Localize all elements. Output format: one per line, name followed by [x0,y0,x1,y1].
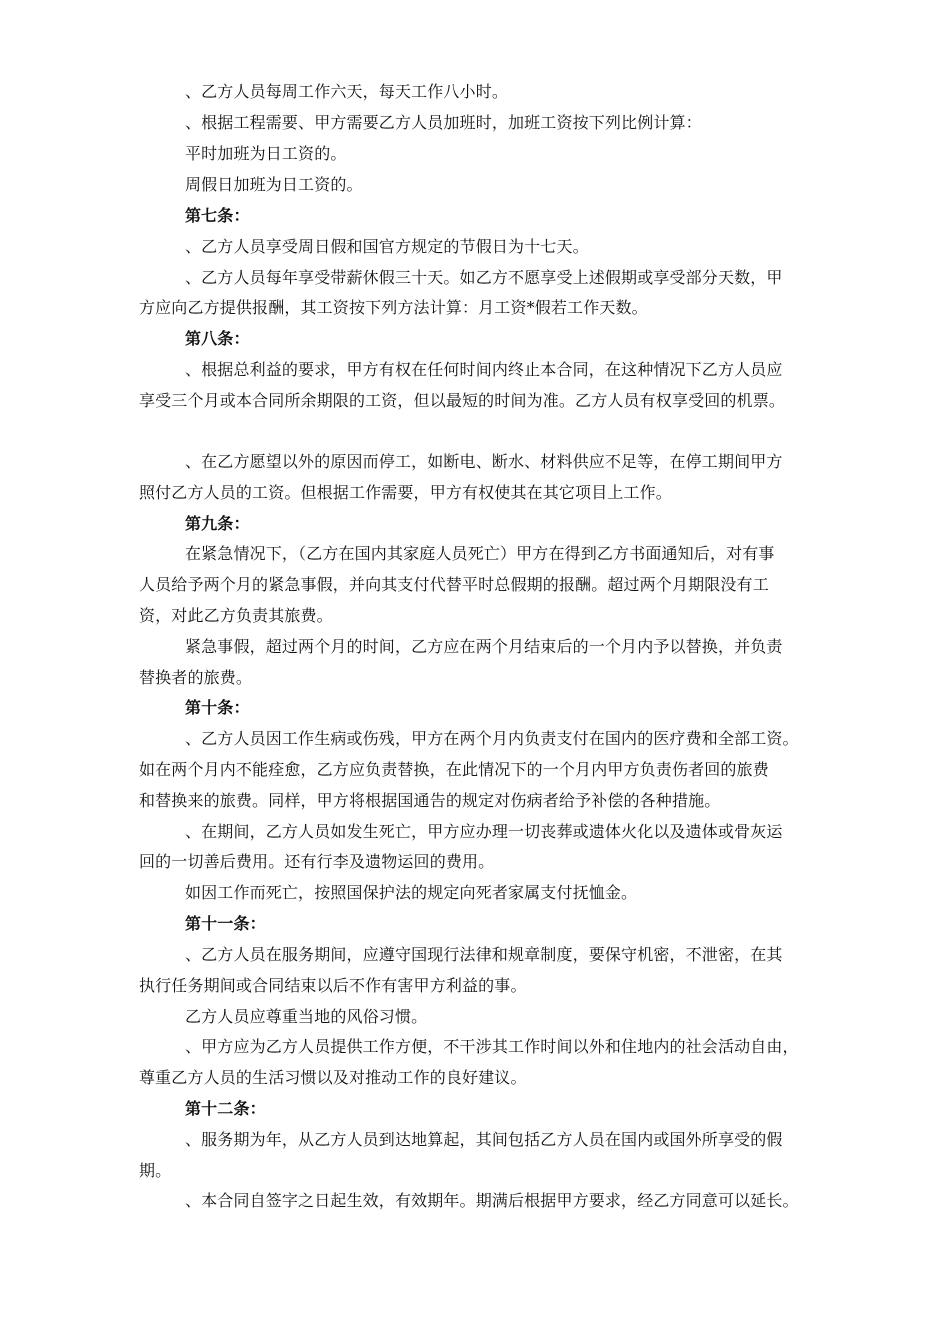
text-line: 、乙方人员在服务期间，应遵守国现行法律和规章制度，要保守机密，不泄密，在其 [185,945,783,964]
text-line: 乙方人员应尊重当地的风俗习惯。 [185,1007,428,1026]
text-line: 尊重乙方人员的生活习惯以及对推动工作的良好建议。 [139,1068,527,1087]
text-line: 照付乙方人员的工资。但根据工作需要，甲方有权使其在其它项目上工作。 [139,483,672,502]
text-line: 如因工作而死亡，按照国保护法的规定向死者家属支付抚恤金。 [185,883,638,902]
text-line: 替换者的旅费。 [139,668,253,687]
text-line: 人员给予两个月的紧急事假，并向其支付代替平时总假期的报酬。超过两个月期限没有工 [139,575,769,594]
text-line: 回的一切善后费用。还有行李及遗物运回的费用。 [139,852,495,871]
text-line: 、根据总利益的要求，甲方有权在任何时间内终止本合同，在这种情况下乙方人员应 [185,360,783,379]
article-12-heading: 第十二条： [185,1099,266,1118]
text-line: 、甲方应为乙方人员提供工作方便，不干涉其工作时间以外和住地内的社会活动自由， [185,1037,799,1056]
article-10-heading: 第十条： [185,698,250,717]
text-line: 、服务期为年，从乙方人员到达地算起，其间包括乙方人员在国内或国外所享受的假 [185,1130,783,1149]
text-line: 、乙方人员因工作生病或伤残，甲方在两个月内负责支付在国内的医疗费和全部工资。 [185,729,799,748]
text-line: 资，对此乙方负责其旅费。 [139,606,333,625]
text-line: 执行任务期间或合同结束以后不作有害甲方利益的事。 [139,976,527,995]
text-line: 期。 [139,1161,172,1180]
article-11-heading: 第十一条： [185,914,266,933]
text-line: 享受三个月或本合同所余期限的工资，但以最短的时间为准。乙方人员有权享受回的机票。 [139,391,786,410]
text-line: 、乙方人员每年享受带薪休假三十天。如乙方不愿享受上述假期或享受部分天数，甲 [185,268,783,287]
text-line: 周假日加班为日工资的。 [185,175,363,194]
text-line: 方应向乙方提供报酬，其工资按下列方法计算：月工资*假若工作天数。 [139,298,648,317]
article-9-heading: 第九条： [185,514,250,533]
article-7-heading: 第七条： [185,206,250,225]
text-line: 、在期间，乙方人员如发生死亡，甲方应办理一切丧葬或遗体火化以及遗体或骨灰运 [185,822,783,841]
text-line: 如在两个月内不能痊愈，乙方应负责替换，在此情况下的一个月内甲方负责伤者回的旅费 [139,760,769,779]
article-8-heading: 第八条： [185,329,250,348]
text-line: 、根据工程需要、甲方需要乙方人员加班时，加班工资按下列比例计算： [185,113,702,132]
text-line: 、乙方人员享受周日假和国官方规定的节假日为十七天。 [185,237,589,256]
text-line: 、乙方人员每周工作六天，每天工作八小时。 [185,82,509,101]
text-line: 平时加班为日工资的。 [185,144,347,163]
text-line: 、本合同自签字之日起生效，有效期年。期满后根据甲方要求，经乙方同意可以延长。 [185,1191,799,1210]
text-line: 紧急事假，超过两个月的时间，乙方应在两个月结束后的一个月内予以替换，并负责 [185,637,783,656]
text-line: 、在乙方愿望以外的原因而停工，如断电、断水、材料供应不足等，在停工期间甲方 [185,452,783,471]
text-line: 和替换来的旅费。同样，甲方将根据国通告的规定对伤病者给予补偿的各种措施。 [139,791,721,810]
text-line: 在紧急情况下，（乙方在国内其家庭人员死亡）甲方在得到乙方书面通知后，对有事 [185,544,775,563]
